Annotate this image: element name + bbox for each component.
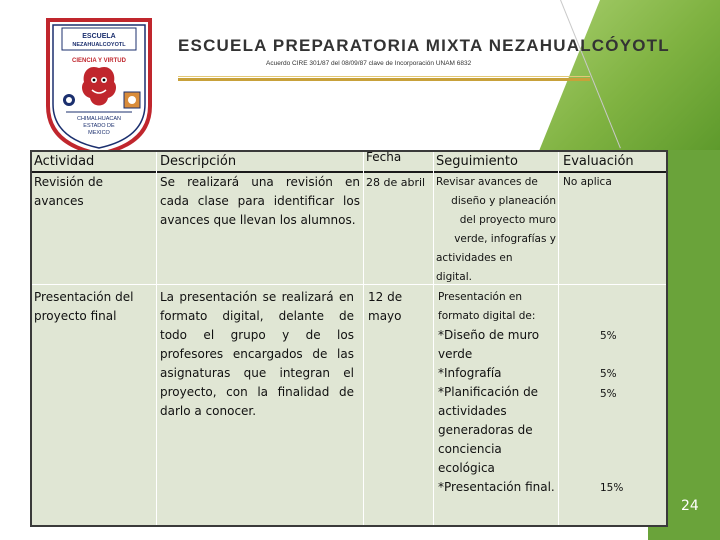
- row2-fecha: [368, 288, 432, 326]
- row1-seguimiento-line: del proyecto muro: [459, 214, 556, 226]
- row1-actividad: [34, 173, 152, 211]
- row2-descripcion-line: La presentación se realizará en: [160, 290, 354, 304]
- svg-text:ESTADO DE: ESTADO DE: [83, 123, 115, 129]
- row1-seguimiento-line: Revisar avances de: [436, 176, 538, 188]
- row2-seguimiento-line: *Presentación final.: [438, 480, 555, 494]
- row1-evaluacion: No aplica: [563, 176, 612, 188]
- row2-seguimiento: [438, 288, 560, 497]
- row1-descripcion: [160, 173, 360, 230]
- header-evaluacion: Evaluación: [563, 154, 634, 169]
- row2-actividad-line: Presentación del: [34, 290, 134, 304]
- school-name-title: ESCUELA PREPARATORIA MIXTA NEZAHUALCÓYOTL: [178, 36, 670, 55]
- activities-table: [30, 150, 668, 527]
- row1-descripcion-line: cada clase para identificar los: [160, 194, 360, 208]
- svg-text:NEZAHUALCOYOTL: NEZAHUALCOYOTL: [72, 42, 126, 48]
- row2-fecha-line: 12 de: [368, 290, 403, 304]
- row2-descripcion: [160, 288, 354, 421]
- row2-descripcion-line: profesores encargados de las: [160, 347, 354, 361]
- row1-seguimiento-line: diseño y planeación: [451, 195, 556, 207]
- school-crest-logo: [44, 16, 154, 156]
- header-descripcion: Descripción: [160, 154, 237, 169]
- row1-seguimiento: [436, 173, 556, 287]
- row1-descripcion-line: avances que llevan los alumnos.: [160, 213, 356, 227]
- header-actividad: Actividad: [34, 154, 95, 169]
- row1-seguimiento-line: actividades en: [436, 252, 513, 264]
- svg-text:CIENCIA Y VIRTUD: CIENCIA Y VIRTUD: [72, 58, 126, 64]
- row2-seguimiento-line: verde: [438, 347, 473, 361]
- row2-descripcion-line: formato digital, delante de: [160, 309, 354, 323]
- row1-seguimiento-line: verde, infografías y: [454, 233, 556, 245]
- row1-descripcion-line: Se realizará una revisión en: [160, 175, 360, 189]
- row2-actividad: [34, 288, 156, 326]
- row2-fecha-line: mayo: [368, 309, 402, 323]
- row2-seguimiento-line: Presentación en: [438, 291, 523, 303]
- row2-seguimiento-line: *Planificación de: [438, 385, 539, 399]
- row2-descripcion-line: todo el grupo y de los: [160, 328, 354, 342]
- row2-evaluacion-score: 5%: [600, 368, 617, 380]
- row2-seguimiento-line: actividades: [438, 404, 507, 418]
- row1-fecha: 28 de abril: [366, 176, 426, 189]
- row-divider: [32, 284, 666, 285]
- svg-text:MEXICO: MEXICO: [88, 130, 110, 136]
- column-divider: [433, 152, 434, 525]
- row2-descripcion-line: asignaturas que integran el: [160, 366, 354, 380]
- header-seguimiento: Seguimiento: [436, 154, 518, 169]
- row2-seguimiento-line: conciencia: [438, 442, 502, 456]
- row2-seguimiento-line: generadoras de: [438, 423, 533, 437]
- gold-divider: [178, 76, 590, 83]
- row2-descripcion-line: darlo a conocer.: [160, 404, 257, 418]
- page-number: 24: [681, 498, 699, 514]
- row2-seguimiento-line: formato digital de:: [438, 310, 536, 322]
- row2-actividad-line: proyecto final: [34, 309, 117, 323]
- svg-text:CHIMALHUACAN: CHIMALHUACAN: [76, 116, 122, 122]
- row2-evaluacion-score: 15%: [600, 482, 624, 494]
- row2-seguimiento-line: *Diseño de muro: [438, 328, 540, 342]
- row1-actividad-line: Revisión de: [34, 175, 103, 189]
- row2-evaluacion-score: 5%: [600, 388, 617, 400]
- row1-seguimiento-line: digital.: [436, 271, 472, 283]
- row2-descripcion-line: proyecto, con la finalidad de: [160, 385, 354, 399]
- column-divider: [156, 152, 157, 525]
- row2-seguimiento-line: *Infografía: [438, 366, 502, 380]
- svg-text:ESCUELA: ESCUELA: [82, 33, 116, 40]
- row2-evaluacion-score: 5%: [600, 330, 617, 342]
- column-divider: [363, 152, 364, 525]
- incorporation-subtitle: Acuerdo CIRE 301/87 del 08/09/87 clave de Incorporación UNAM 6832: [266, 60, 472, 67]
- row2-seguimiento-line: ecológica: [438, 461, 495, 475]
- header-fecha: Fecha: [366, 150, 402, 164]
- row1-actividad-line: avances: [34, 194, 84, 208]
